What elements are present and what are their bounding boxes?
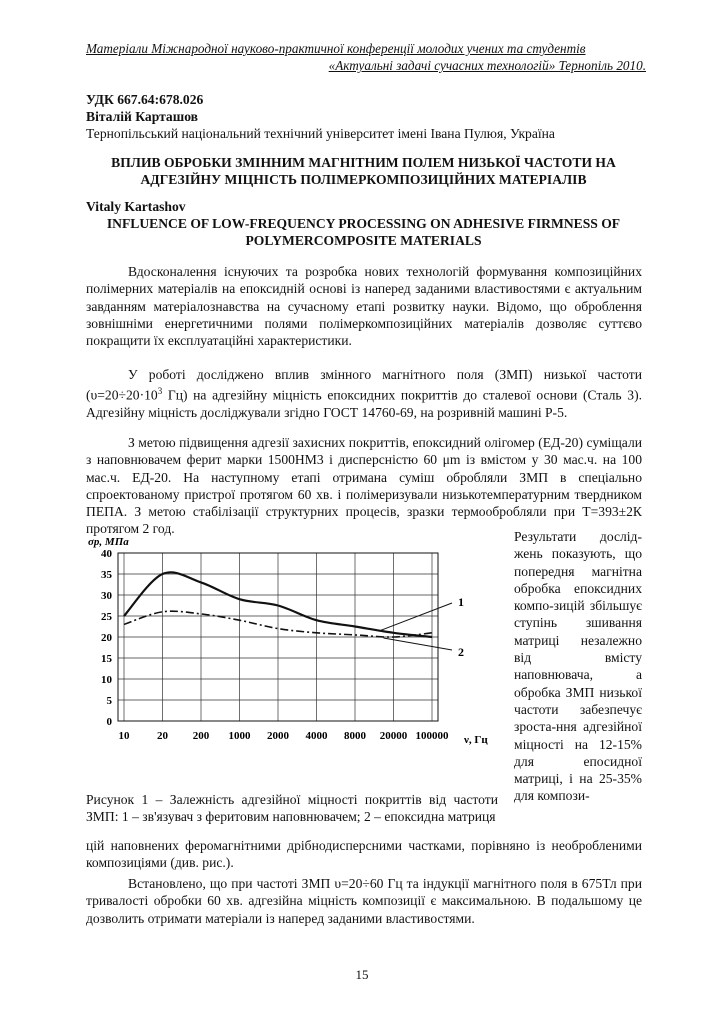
- chart-x-axis-label: ν, Гц: [464, 734, 488, 746]
- page-number: 15: [355, 967, 369, 982]
- title-en: INFLUENCE OF LOW-FREQUENCY PROCESSING ON ADHESIVE FIRMNESS OF POLYMERCOMPOSITE MATERIALS: [106, 216, 621, 248]
- x-tick-label: 20: [157, 730, 168, 742]
- figure-caption: Рисунок 1 – Залежність адгезійної міцності покриттів від частоти ЗМП: 1 – зв'язувач з феритовим наповнювачем; 2 – епоксидна матриця: [86, 792, 498, 825]
- x-tick-label: 8000: [344, 730, 366, 742]
- series-label-2: 2: [458, 645, 464, 659]
- running-header-line1: Матеріали Міжнародної науково-практичної конференції молодих учених та студентів: [86, 41, 586, 56]
- y-tick-label: 15: [101, 653, 112, 665]
- y-tick-label: 40: [101, 548, 112, 560]
- series-label-1: 1: [458, 595, 464, 609]
- y-tick-label: 30: [101, 590, 112, 602]
- x-tick-label: 200: [192, 730, 210, 742]
- chart-callouts: [380, 595, 465, 659]
- callout-leader-1: [380, 603, 453, 631]
- x-tick-label: 1000: [228, 730, 251, 742]
- paragraph-2: [86, 366, 642, 421]
- paragraph-5: Встановлено, що при частоті ЗМП υ=20÷60 Гц та індукції магнітного поля в 675Тл при тривалості обробки 60 хв. адгезійна міцність композиції є максимальною. В подальшому це дозволить отримати матеріали із наперед заданими властивостями.: [86, 876, 642, 926]
- y-tick-label: 10: [101, 674, 112, 686]
- y-tick-label: 20: [101, 632, 112, 644]
- paragraph-3: З метою підвищення адгезії захисних покриттів, епоксидний олігомер (ЕД-20) суміщали з наповнювачем ферит марки 1500НМ3 і дисперсністю 60 μm із вмістом у 30 мас.ч. на 100 мас.ч. ЕД-20. На наступному етапі отримана суміш обробляли ЗМП в спеціально спроектованому пристрої протягом 60 хв. і полімеризували низькотемпературним твердником ПЕПА. З метою стабілізації структурних процесів, зразки термообробляли при Т=393±2К протягом 2 год.: [86, 435, 642, 537]
- y-tick-label: 0: [106, 716, 112, 728]
- x-tick-label: 2000: [267, 730, 289, 742]
- x-tick-label: 4000: [305, 730, 328, 742]
- chart-y-axis-label: σр, МПа: [88, 536, 129, 548]
- author-uk: Віталій Карташов: [86, 109, 199, 124]
- chart-x-ticks: [119, 730, 450, 742]
- title-uk: ВПЛИВ ОБРОБКИ ЗМІННИМ МАГНІТНИМ ПОЛЕМ НИЗЬКОЇ ЧАСТОТИ НА АДГЕЗІЙНУ МІЦНІСТЬ ПОЛІМЕРКОМПОЗИЦІЙНИХ МАТЕРІАЛІВ: [111, 155, 616, 187]
- udc-code: УДК 667.64:678.026: [86, 92, 204, 107]
- x-tick-label: 20000: [379, 730, 408, 742]
- paragraph-4: цій наповнених феромагнітними дрібнодисперсними частками, порівняно із необробленими композиціями (див. рис.).: [86, 838, 642, 871]
- y-tick-label: 5: [106, 695, 112, 707]
- adhesion-frequency-chart: [86, 533, 506, 783]
- paragraph-1: Вдосконалення існуючих та розробка нових технологій формування композиційних полімерних матеріалів на епоксидній основі із наперед заданими властивостями є актуальним завданням матеріалознавства на сучасному етапі розвитку науки. Відомо, що оброблення зовнішніми енергетичними полями полімеркомпозиційних матеріалів дозволяє суттєво покращити їх експлуатаційні характеристики.: [86, 264, 642, 349]
- paragraph-2-part-a: У роботі досліджено вплив змінного магнітного поля (ЗМП) низької частоти (υ=20÷20·10: [86, 367, 642, 403]
- y-tick-label: 25: [101, 611, 112, 623]
- x-tick-label: 10: [118, 730, 130, 742]
- paragraph-2-part-b: Гц) на адгезійну міцність епоксидних покриттів до сталевої основи (Сталь 3). Адгезійну міцність досліджували згідно ГОСТ 14760-69, на розривній машині Р-5.: [86, 387, 642, 421]
- results-side-column: Результати дослід-жень показують, що попередня магнітна обробка епоксидних компо-зицій збільшує ступінь зшивання матриці незалежно від вмісту наповнювача, а обробка ЗМП низької частоти забезпечує зроста-ння адгезійної міцності на 12-15% для епосидної матриці, і на 25-35% для компози-: [514, 529, 642, 804]
- x-tick-label: 100000: [415, 730, 449, 742]
- chart-y-ticks: [101, 548, 113, 728]
- running-header-line2: «Актуальні задачі сучасних технологій» Тернопіль 2010.: [328, 58, 646, 73]
- author-en: Vitaly Kartashov: [86, 199, 186, 214]
- y-tick-label: 35: [101, 569, 112, 581]
- chart-grid: [118, 553, 438, 721]
- affiliation: Тернопільський національний технічний університет імені Івана Пулюя, Україна: [86, 126, 555, 141]
- paragraph-2-exponent: 3: [157, 386, 163, 397]
